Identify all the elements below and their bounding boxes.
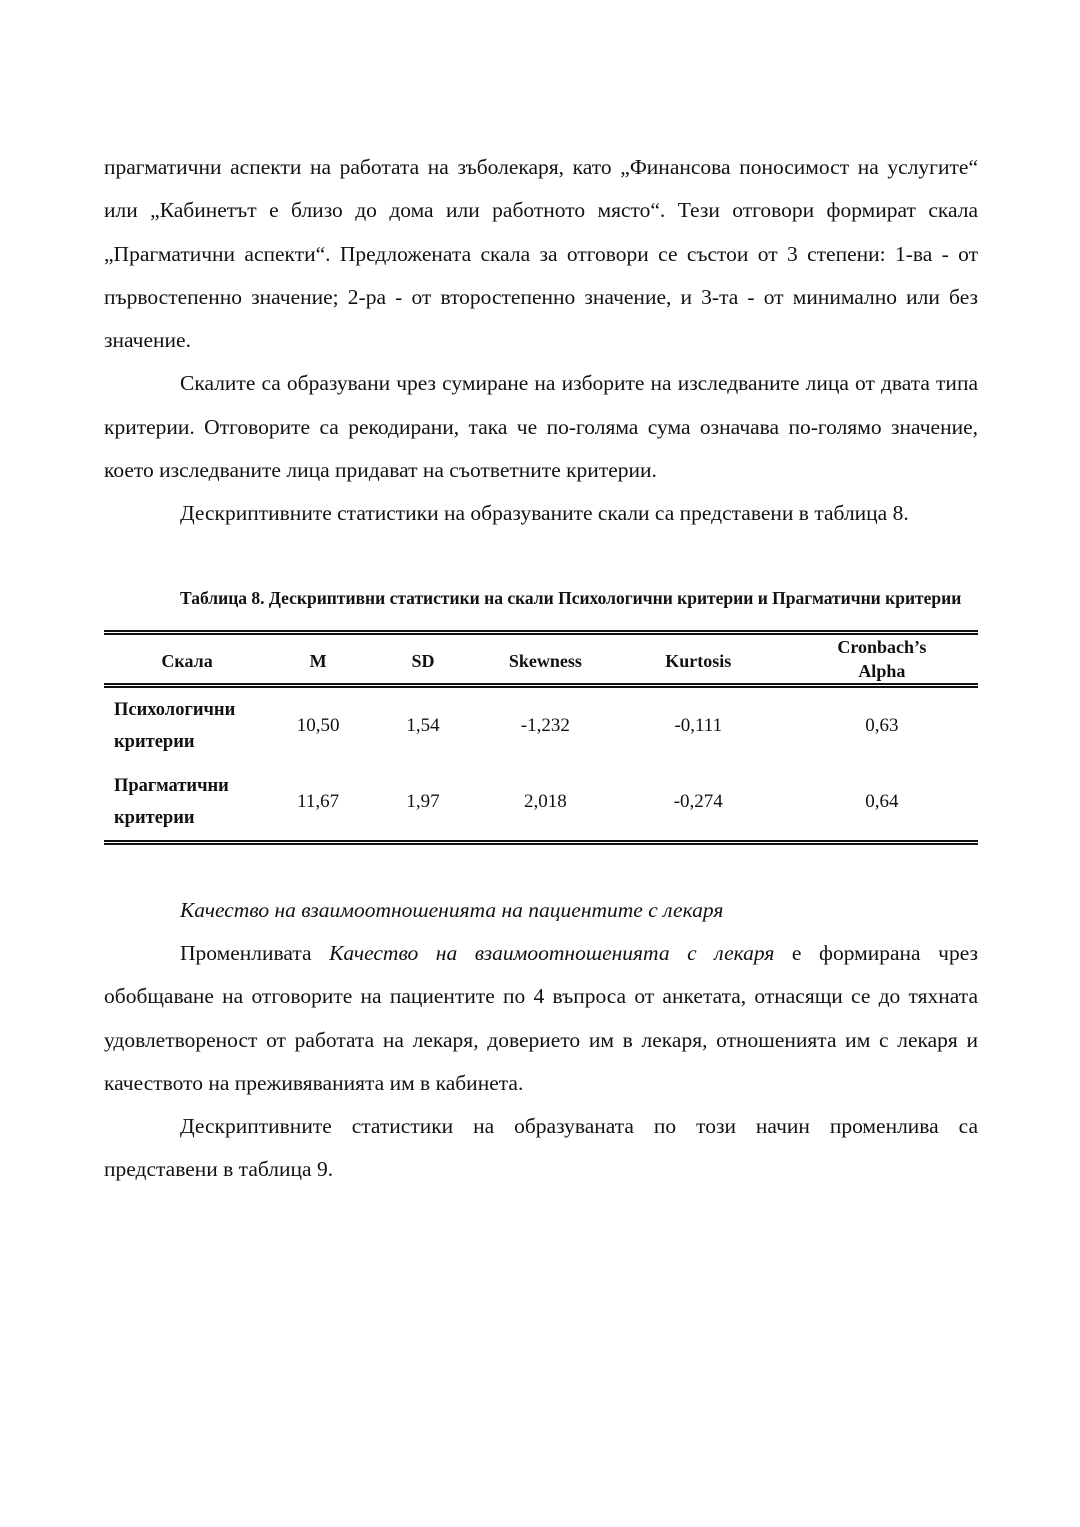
table-cell: -0,274 [673,790,723,812]
table-cell: Психологични критерии [114,699,236,752]
table-header-row [104,632,978,685]
descriptive-statistics-table [104,630,978,845]
variable-name: Качество на взаимоотношенията с лекаря [329,940,775,965]
table-row [104,764,978,843]
table-cell: Прагматични критерии [114,775,229,828]
column-header: Kurtosis [665,650,732,671]
table-cell: -0,111 [674,714,723,736]
text: е формирана чрез обобщаване на отговорите на пациентите по 4 въпроса от анкетата, отнасящи се до тяхната удовлетвореност от работата на лекаря, доверието им в лекаря, отношенията им с лекаря и качеството на преживяванията им в кабинета. [104,940,978,1095]
column-header: Cronbach’s Alpha [837,636,927,681]
document-page [104,146,978,1192]
table-cell: 10,50 [296,714,340,736]
paragraph [104,932,978,1105]
column-header: SD [411,650,435,671]
text: Променливата [180,940,330,965]
table-caption: Таблица 8. Дескриптивни статистики на скали Психологични критерии и Прагматични критерии [180,587,962,608]
paragraph: Дескриптивните статистики на образуваната по този начин променлива са представени в таблица 9. [104,1114,978,1182]
paragraph: прагматични аспекти на работата на зъболекаря, като „Финансова поносимост на услугите“ или „Кабинетът е близо до дома или работното място“. Тези отговори формират скала „Прагматични аспекти“. Предложената скала за отговори се състои от 3 степени: 1-ва - от първостепенно значение; 2-ра - от второстепенно значение, и 3-та - от минимално или без значение. [104,155,978,353]
table-cell: 0,64 [865,790,899,812]
table-row [104,685,978,764]
table-cell: -1,232 [520,714,570,736]
table-cell: 1,54 [406,714,440,736]
section-heading: Качество на взаимоотношенията на пациентите с лекаря [180,897,724,922]
paragraph: Скалите са образувани чрез сумиране на изборите на изследваните лица от двата типа критерии. Отговорите са рекодирани, така че по-голяма сума означава по-голямо значение, което изследваните лица придават на съответните критерии. [104,371,978,483]
table-cell: 0,63 [865,714,899,736]
table-cell: 2,018 [523,790,567,812]
column-header: M [309,650,327,671]
table-cell: 11,67 [297,790,340,812]
table-cell: 1,97 [406,790,440,812]
paragraph: Дескриптивните статистики на образуваните скали са представени в таблица 8. [180,501,909,526]
column-header: Skewness [508,650,582,671]
column-header: Скала [161,650,213,671]
